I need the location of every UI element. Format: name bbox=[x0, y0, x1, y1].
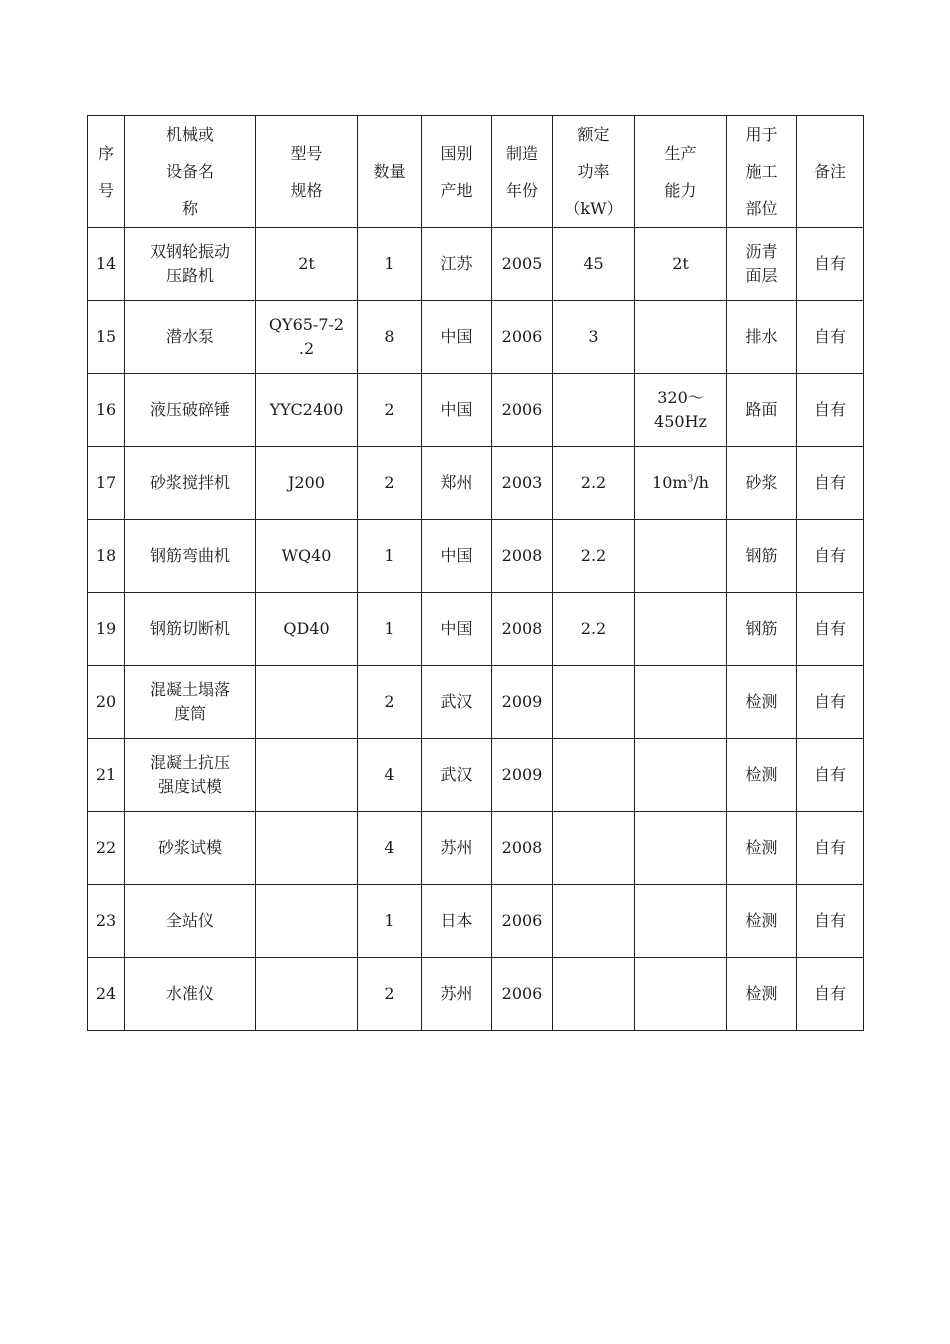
cell-remark: 自有 bbox=[797, 228, 864, 301]
cell-name: 砂浆搅拌机 bbox=[125, 447, 256, 520]
cell-power: 2.2 bbox=[553, 593, 635, 666]
table-row bbox=[88, 520, 864, 593]
cell-model bbox=[256, 739, 358, 812]
table-row bbox=[88, 447, 864, 520]
cell-year: 2006 bbox=[492, 958, 553, 1031]
header-capacity: 生产 能力 bbox=[635, 116, 727, 228]
cell-power bbox=[553, 374, 635, 447]
cell-power: 3 bbox=[553, 301, 635, 374]
cell-qty: 2 bbox=[358, 447, 422, 520]
cell-power bbox=[553, 739, 635, 812]
cell-qty: 2 bbox=[358, 666, 422, 739]
cell-origin: 日本 bbox=[422, 885, 492, 958]
cell-usage: 检测 bbox=[727, 885, 797, 958]
cell-name: 混凝土塌落 度筒 bbox=[125, 666, 256, 739]
cell-remark: 自有 bbox=[797, 739, 864, 812]
cell-capacity bbox=[635, 301, 727, 374]
cell-power: 45 bbox=[553, 228, 635, 301]
cell-usage: 路面 bbox=[727, 374, 797, 447]
cell-model: QY65-7-2 .2 bbox=[256, 301, 358, 374]
cell-qty: 1 bbox=[358, 228, 422, 301]
cell-remark: 自有 bbox=[797, 374, 864, 447]
cell-capacity bbox=[635, 520, 727, 593]
cell-remark: 自有 bbox=[797, 885, 864, 958]
cell-usage: 沥青 面层 bbox=[727, 228, 797, 301]
cell-power bbox=[553, 812, 635, 885]
cell-qty: 1 bbox=[358, 885, 422, 958]
cell-usage: 砂浆 bbox=[727, 447, 797, 520]
cell-name: 钢筋弯曲机 bbox=[125, 520, 256, 593]
header-power: 额定 功率 （kW） bbox=[553, 116, 635, 228]
cell-origin: 武汉 bbox=[422, 666, 492, 739]
cell-model: WQ40 bbox=[256, 520, 358, 593]
cell-year: 2008 bbox=[492, 593, 553, 666]
table-row bbox=[88, 593, 864, 666]
cell-usage: 钢筋 bbox=[727, 520, 797, 593]
table-row bbox=[88, 739, 864, 812]
cell-power bbox=[553, 666, 635, 739]
cell-no: 17 bbox=[88, 447, 125, 520]
header-origin: 国别 产地 bbox=[422, 116, 492, 228]
header-year: 制造 年份 bbox=[492, 116, 553, 228]
table-row bbox=[88, 666, 864, 739]
capacity-superscript: 3 bbox=[687, 474, 694, 485]
cell-origin: 中国 bbox=[422, 301, 492, 374]
cell-model bbox=[256, 666, 358, 739]
cell-remark: 自有 bbox=[797, 301, 864, 374]
cell-capacity bbox=[635, 666, 727, 739]
cell-year: 2008 bbox=[492, 520, 553, 593]
cell-year: 2005 bbox=[492, 228, 553, 301]
cell-no: 24 bbox=[88, 958, 125, 1031]
cell-model: 2t bbox=[256, 228, 358, 301]
cell-name: 混凝土抗压 强度试模 bbox=[125, 739, 256, 812]
cell-name: 潜水泵 bbox=[125, 301, 256, 374]
cell-year: 2006 bbox=[492, 301, 553, 374]
header-qty: 数量 bbox=[358, 116, 422, 228]
cell-power: 2.2 bbox=[553, 520, 635, 593]
cell-qty: 2 bbox=[358, 374, 422, 447]
cell-capacity bbox=[635, 593, 727, 666]
cell-qty: 4 bbox=[358, 812, 422, 885]
cell-year: 2003 bbox=[492, 447, 553, 520]
cell-usage: 检测 bbox=[727, 958, 797, 1031]
cell-origin: 中国 bbox=[422, 593, 492, 666]
cell-no: 21 bbox=[88, 739, 125, 812]
header-no: 序 号 bbox=[88, 116, 125, 228]
cell-model bbox=[256, 958, 358, 1031]
cell-name: 液压破碎锤 bbox=[125, 374, 256, 447]
table-row bbox=[88, 301, 864, 374]
cell-no: 14 bbox=[88, 228, 125, 301]
cell-power bbox=[553, 958, 635, 1031]
cell-no: 18 bbox=[88, 520, 125, 593]
cell-year: 2006 bbox=[492, 374, 553, 447]
cell-no: 23 bbox=[88, 885, 125, 958]
cell-remark: 自有 bbox=[797, 812, 864, 885]
capacity-value: 10m bbox=[652, 473, 688, 492]
cell-no: 19 bbox=[88, 593, 125, 666]
equipment-table bbox=[87, 115, 864, 1031]
cell-model: J200 bbox=[256, 447, 358, 520]
cell-no: 20 bbox=[88, 666, 125, 739]
cell-year: 2006 bbox=[492, 885, 553, 958]
header-name: 机械或 设备名 称 bbox=[125, 116, 256, 228]
table-header-row bbox=[88, 116, 864, 228]
cell-usage: 检测 bbox=[727, 812, 797, 885]
cell-name: 双钢轮振动 压路机 bbox=[125, 228, 256, 301]
table-row bbox=[88, 885, 864, 958]
cell-qty: 1 bbox=[358, 520, 422, 593]
cell-usage: 检测 bbox=[727, 739, 797, 812]
cell-capacity bbox=[635, 958, 727, 1031]
cell-model: YYC2400 bbox=[256, 374, 358, 447]
cell-remark: 自有 bbox=[797, 520, 864, 593]
cell-origin: 江苏 bbox=[422, 228, 492, 301]
table-row bbox=[88, 812, 864, 885]
cell-qty: 4 bbox=[358, 739, 422, 812]
cell-year: 2008 bbox=[492, 812, 553, 885]
table-row bbox=[88, 374, 864, 447]
cell-no: 15 bbox=[88, 301, 125, 374]
cell-origin: 中国 bbox=[422, 374, 492, 447]
cell-name: 砂浆试模 bbox=[125, 812, 256, 885]
cell-remark: 自有 bbox=[797, 593, 864, 666]
cell-usage: 排水 bbox=[727, 301, 797, 374]
cell-qty: 1 bbox=[358, 593, 422, 666]
cell-no: 22 bbox=[88, 812, 125, 885]
cell-usage: 钢筋 bbox=[727, 593, 797, 666]
cell-model bbox=[256, 812, 358, 885]
cell-capacity bbox=[635, 739, 727, 812]
header-model: 型号 规格 bbox=[256, 116, 358, 228]
header-remark: 备注 bbox=[797, 116, 864, 228]
cell-year: 2009 bbox=[492, 666, 553, 739]
cell-capacity: 2t bbox=[635, 228, 727, 301]
cell-name: 全站仪 bbox=[125, 885, 256, 958]
cell-capacity: 320～ 450Hz bbox=[635, 374, 727, 447]
cell-remark: 自有 bbox=[797, 666, 864, 739]
header-usage: 用于 施工 部位 bbox=[727, 116, 797, 228]
cell-capacity bbox=[635, 885, 727, 958]
cell-origin: 中国 bbox=[422, 520, 492, 593]
cell-name: 水准仪 bbox=[125, 958, 256, 1031]
cell-usage: 检测 bbox=[727, 666, 797, 739]
cell-origin: 苏州 bbox=[422, 812, 492, 885]
cell-origin: 武汉 bbox=[422, 739, 492, 812]
cell-origin: 郑州 bbox=[422, 447, 492, 520]
cell-year: 2009 bbox=[492, 739, 553, 812]
cell-capacity bbox=[635, 812, 727, 885]
table-row bbox=[88, 958, 864, 1031]
cell-model bbox=[256, 885, 358, 958]
cell-qty: 2 bbox=[358, 958, 422, 1031]
cell-name: 钢筋切断机 bbox=[125, 593, 256, 666]
cell-capacity bbox=[635, 447, 727, 520]
cell-origin: 苏州 bbox=[422, 958, 492, 1031]
cell-remark: 自有 bbox=[797, 447, 864, 520]
cell-no: 16 bbox=[88, 374, 125, 447]
cell-remark: 自有 bbox=[797, 958, 864, 1031]
table-row bbox=[88, 228, 864, 301]
cell-power: 2.2 bbox=[553, 447, 635, 520]
cell-power bbox=[553, 885, 635, 958]
cell-model: QD40 bbox=[256, 593, 358, 666]
capacity-unit: /h bbox=[693, 473, 709, 492]
cell-qty: 8 bbox=[358, 301, 422, 374]
